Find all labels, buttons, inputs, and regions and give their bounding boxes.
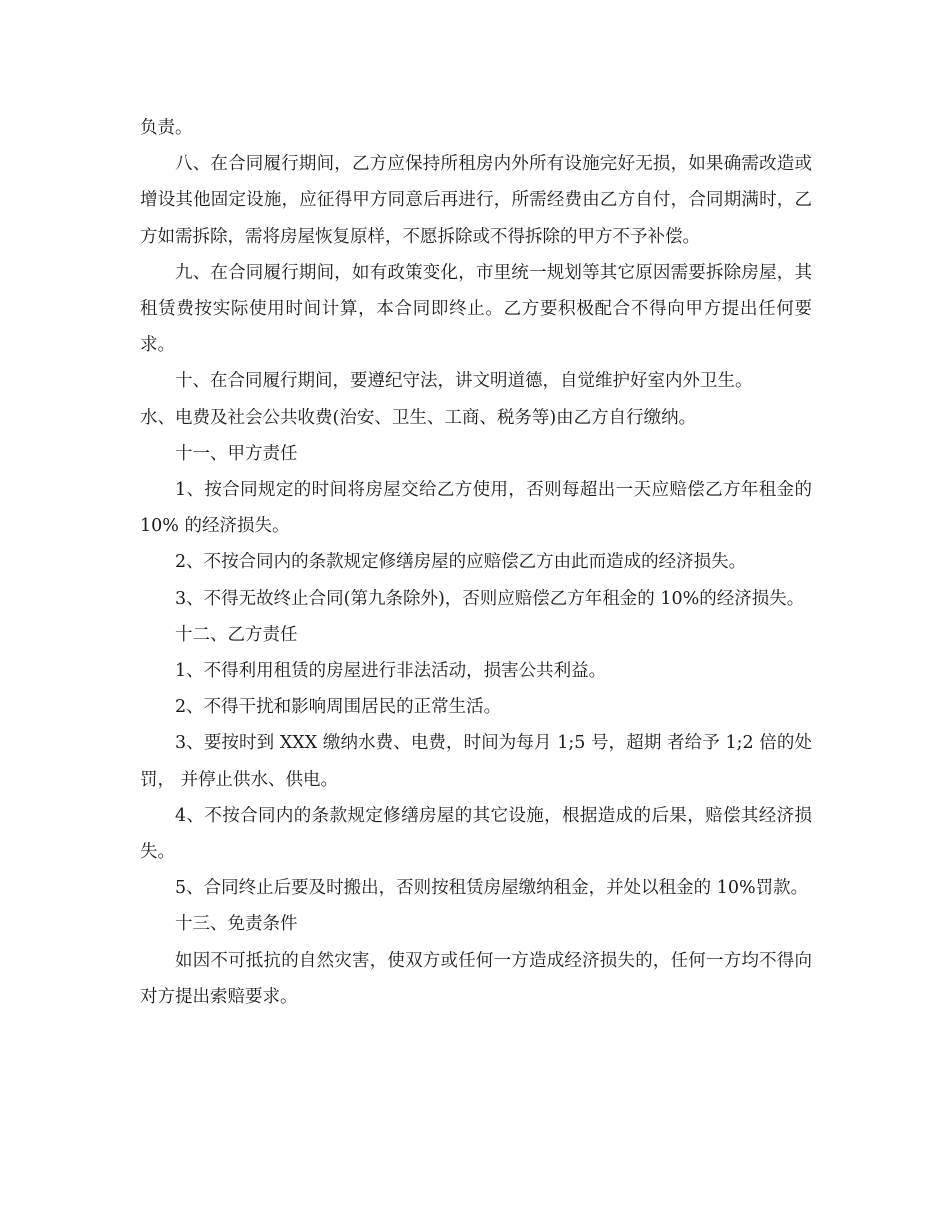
paragraph-clause-9: 九、在合同履行期间，如有政策变化，市里统一规划等其它原因需要拆除房屋，其租赁费按实际使用时间计算，本合同即终止。乙方要积极配合不得向甲方提出任何要求。 bbox=[140, 262, 812, 356]
paragraph-11-item-3: 3、不得无故终止合同(第九条除外)，否则应赔偿乙方年租金的 10%的经济损失。 bbox=[175, 588, 805, 609]
paragraph-13-body: 如因不可抵抗的自然灾害，使双方或任何一方造成经济损失的，任何一方均不得向对方提出索赔要求。 bbox=[140, 950, 812, 1007]
paragraph-12-item-4: 4、不按合同内的条款规定修缮房屋的其它设施，根据造成的后果，赔偿其经济损失。 bbox=[140, 805, 812, 863]
paragraph-12-item-3: 3、要按时到 XXX 缴纳水费、电费，时间为每月 1;5 号，超期 者给予 1;2 倍的处罚， 并停止供水、供电。 bbox=[140, 733, 812, 790]
paragraph-12-item-1: 1、不得利用租赁的房屋进行非法活动，损害公共利益。 bbox=[175, 661, 607, 682]
paragraph-clause-8: 八、在合同履行期间，乙方应保持所租房内外所有设施完好无损，如果确需改造或增设其他固定设施，应征得甲方同意后再进行，所需经费由乙方自付，合同期满时，乙方如需拆除，需将房屋恢复原样，不愿拆除或不得拆除的甲方不予补偿。 bbox=[140, 154, 812, 247]
paragraph-11-item-2: 2、不按合同内的条款规定修缮房屋的应赔偿乙方由此而造成的经济损失。 bbox=[175, 552, 747, 573]
heading-clause-13: 十三、免责条件 bbox=[175, 914, 298, 935]
heading-clause-11: 十一、甲方责任 bbox=[175, 443, 298, 464]
heading-clause-12: 十二、乙方责任 bbox=[175, 624, 298, 645]
paragraph-clause-10: 十、在合同履行期间，要遵纪守法，讲文明道德，自觉维护好室内外卫生。 bbox=[175, 371, 753, 392]
paragraph-12-item-5: 5、合同终止后要及时搬出，否则按租赁房屋缴纳租金，并处以租金的 10%罚款。 bbox=[175, 878, 809, 899]
paragraph-utility-fees: 水、电费及社会公共收费(治安、卫生、工商、税务等)由乙方自行缴纳。 bbox=[140, 407, 697, 428]
paragraph-11-item-1: 1、按合同规定的时间将房屋交给乙方使用，否则每超出一天应赔偿乙方年租金的 10% 的经济损失。 bbox=[140, 480, 812, 537]
paragraph-12-item-2: 2、不得干扰和影响周围居民的正常生活。 bbox=[175, 697, 502, 718]
paragraph-continuation: 负责。 bbox=[140, 118, 193, 138]
document-body bbox=[140, 110, 812, 1015]
